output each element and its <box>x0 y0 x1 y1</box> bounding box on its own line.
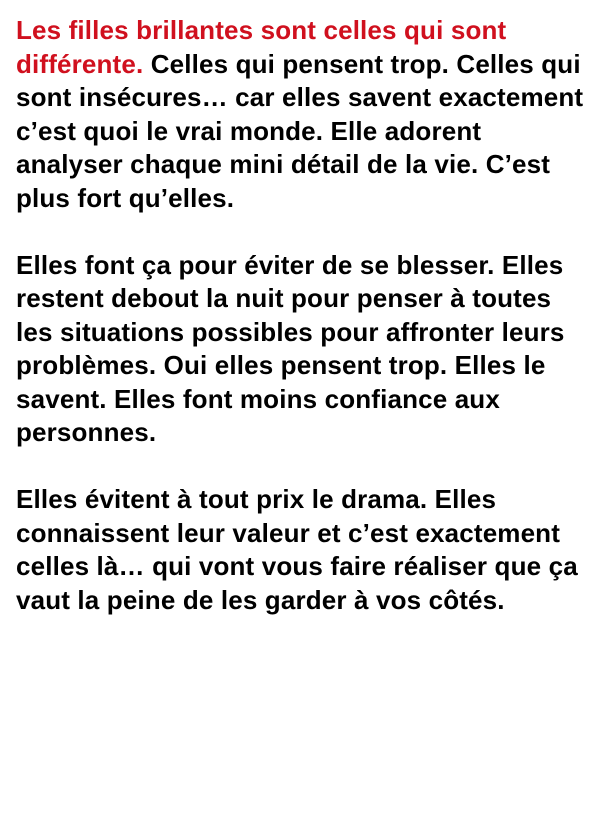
paragraph-2-text: Elles font ça pour éviter de se blesser. Elles restent debout la nuit pour penser à toutes les situations possibles pour affronter leurs problèmes. Oui elles pensent trop. Elles le savent. Elles font moins confiance aux personnes. <box>16 249 565 447</box>
highlighted-intro-text: Les filles brillantes sont celles qui sont différente. <box>16 15 507 79</box>
quote-text-block <box>16 14 590 651</box>
paragraph-3-text: Elles évitent à tout prix le drama. Elles connaissent leur valeur et c’est exactement celles là… qui vont vous faire réaliser que ça vaut la peine de les garder à vos côtés. <box>16 484 578 615</box>
paragraph-2 <box>16 249 590 450</box>
paragraph-1-text: Celles qui pensent trop. Celles qui sont insécures… car elles savent exactement c’est quoi le vrai monde. Elle adorent analyser chaque mini détail de la vie. C’est plus fort qu’elles. <box>16 48 584 213</box>
paragraph-3 <box>16 483 590 617</box>
paragraph-1 <box>16 14 590 215</box>
